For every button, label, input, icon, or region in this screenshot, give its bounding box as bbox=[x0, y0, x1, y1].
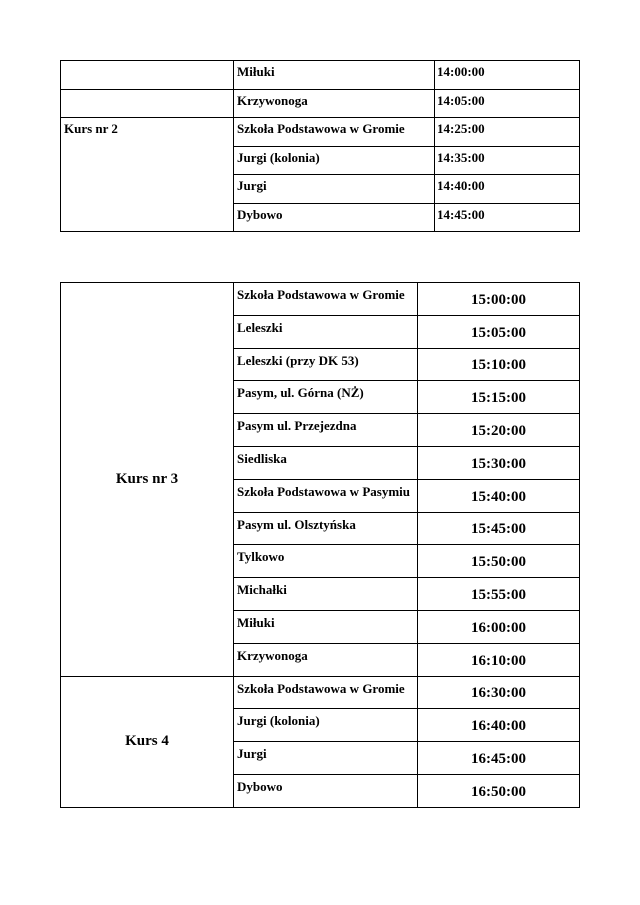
departure-time: 15:55:00 bbox=[418, 578, 580, 611]
departure-time: 16:30:00 bbox=[418, 676, 580, 709]
stop-name: Pasym ul. Przejezdna bbox=[234, 414, 418, 447]
table-row bbox=[61, 89, 580, 118]
stop-name: Michałki bbox=[234, 578, 418, 611]
stop-name: Jurgi bbox=[234, 742, 418, 775]
departure-time: 14:25:00 bbox=[435, 118, 580, 147]
stop-name: Leleszki (przy DK 53) bbox=[234, 348, 418, 381]
departure-time: 16:00:00 bbox=[418, 610, 580, 643]
departure-time: 15:50:00 bbox=[418, 545, 580, 578]
schedule-table-1 bbox=[60, 60, 580, 232]
departure-time: 14:45:00 bbox=[435, 203, 580, 232]
departure-time: 16:50:00 bbox=[418, 774, 580, 807]
course-cell bbox=[61, 89, 234, 118]
course-cell bbox=[61, 61, 234, 90]
table-row bbox=[61, 118, 580, 147]
departure-time: 15:10:00 bbox=[418, 348, 580, 381]
stop-name: Szkoła Podstawowa w Gromie bbox=[234, 283, 418, 316]
stop-name: Jurgi (kolonia) bbox=[234, 709, 418, 742]
course-label: Kurs 4 bbox=[61, 676, 234, 807]
table-row bbox=[61, 283, 580, 316]
departure-time: 15:45:00 bbox=[418, 512, 580, 545]
departure-time: 14:05:00 bbox=[435, 89, 580, 118]
stop-name: Szkoła Podstawowa w Gromie bbox=[234, 118, 435, 147]
stop-name: Szkoła Podstawowa w Gromie bbox=[234, 676, 418, 709]
stop-name: Pasym ul. Olsztyńska bbox=[234, 512, 418, 545]
table-row bbox=[61, 61, 580, 90]
departure-time: 16:45:00 bbox=[418, 742, 580, 775]
departure-time: 16:10:00 bbox=[418, 643, 580, 676]
stop-name: Krzywonoga bbox=[234, 89, 435, 118]
stop-name: Leleszki bbox=[234, 315, 418, 348]
departure-time: 15:15:00 bbox=[418, 381, 580, 414]
departure-time: 15:30:00 bbox=[418, 446, 580, 479]
departure-time: 14:35:00 bbox=[435, 146, 580, 175]
table-row bbox=[61, 676, 580, 709]
departure-time: 14:00:00 bbox=[435, 61, 580, 90]
departure-time: 15:00:00 bbox=[418, 283, 580, 316]
stop-name: Tylkowo bbox=[234, 545, 418, 578]
departure-time: 15:40:00 bbox=[418, 479, 580, 512]
departure-time: 16:40:00 bbox=[418, 709, 580, 742]
stop-name: Jurgi (kolonia) bbox=[234, 146, 435, 175]
schedule-table-2 bbox=[60, 282, 580, 808]
stop-name: Jurgi bbox=[234, 175, 435, 204]
departure-time: 14:40:00 bbox=[435, 175, 580, 204]
stop-name: Pasym, ul. Górna (NŻ) bbox=[234, 381, 418, 414]
stop-name: Krzywonoga bbox=[234, 643, 418, 676]
stop-name: Dybowo bbox=[234, 774, 418, 807]
departure-time: 15:20:00 bbox=[418, 414, 580, 447]
stop-name: Dybowo bbox=[234, 203, 435, 232]
course-label: Kurs nr 3 bbox=[61, 283, 234, 677]
departure-time: 15:05:00 bbox=[418, 315, 580, 348]
stop-name: Miłuki bbox=[234, 610, 418, 643]
stop-name: Miłuki bbox=[234, 61, 435, 90]
course-label: Kurs nr 2 bbox=[61, 118, 234, 232]
stop-name: Siedliska bbox=[234, 446, 418, 479]
stop-name: Szkoła Podstawowa w Pasymiu bbox=[234, 479, 418, 512]
